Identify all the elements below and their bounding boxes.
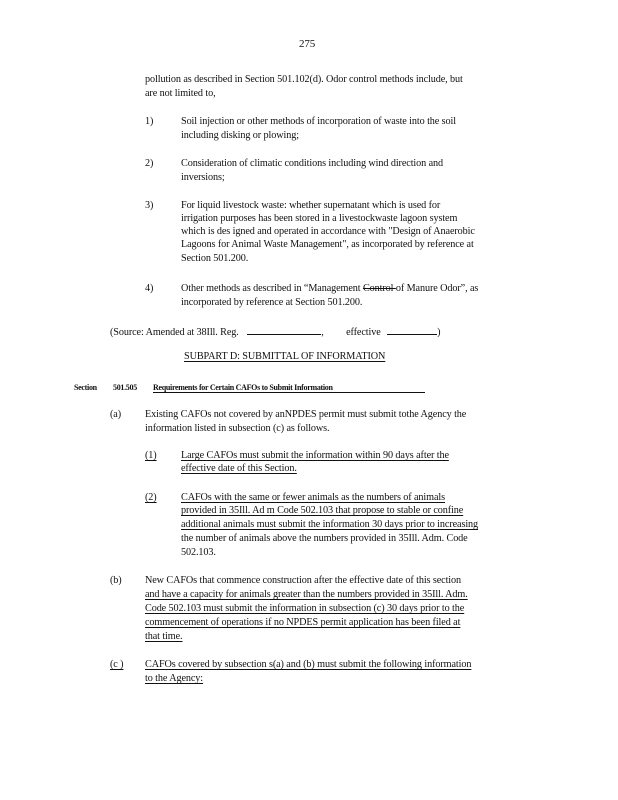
list-item-4-line-2: incorporated by reference at Section 501.200.: [181, 297, 363, 308]
para-b-line-2: and have a capacity for animals greater than the numbers provided in 35Ill. Adm.: [145, 589, 468, 600]
list-item-4-text-b: of Manure Odor”, as: [395, 283, 479, 294]
para-c-line-2: to the Agency:: [145, 673, 204, 684]
register-volume-blank: [247, 324, 321, 335]
para-a-2-line-2: provided in 35Ill. Ad m Code 502.103 that propose to stable or confine: [181, 505, 464, 516]
intro-line-2: are not limited to,: [145, 88, 216, 99]
list-item-1-line-2: including disking or plowing;: [181, 130, 299, 141]
para-b-line-5: that time.: [145, 631, 183, 642]
section-title-underline: [153, 392, 425, 393]
para-a-1-label: (1): [145, 450, 157, 461]
para-a-1-line-2: effective date of this Section.: [181, 463, 297, 474]
list-item-4-number: 4): [145, 283, 154, 294]
para-a-line-1: Existing CAFOs not covered by anNPDES permit must submit tothe Agency the: [145, 409, 467, 420]
para-a-line-2: information listed in subsection (c) as follows.: [145, 423, 330, 434]
para-b-label: (b): [110, 575, 122, 586]
source-prefix: (Source: Amended at 38Ill. Reg.: [110, 327, 239, 338]
para-a-2-label: (2): [145, 492, 157, 503]
para-a-2-line-3: additional animals must submit the information 30 days prior to increasing: [181, 519, 479, 530]
para-b-line-1: New CAFOs that commence construction after the effective date of this section: [145, 575, 462, 586]
para-a-2-line-4: the number of animals above the numbers provided in 35Ill. Adm. Code: [181, 533, 468, 544]
list-item-3-line-1: For liquid livestock waste: whether supernatant which is used for: [181, 200, 441, 211]
para-a-1-line-1: Large CAFOs must submit the information within 90 days after the: [181, 450, 449, 461]
list-item-2-number: 2): [145, 158, 154, 169]
list-item-3-number: 3): [145, 200, 154, 211]
source-effective-label: effective: [346, 327, 381, 338]
list-item-3-line-2: irrigation purposes has been stored in a livestockwaste lagoon system: [181, 213, 458, 224]
struck-text-control: Control: [362, 283, 396, 294]
list-item-1-number: 1): [145, 116, 154, 127]
para-a-2-line-1: CAFOs with the same or fewer animals as the numbers of animals: [181, 492, 445, 503]
para-b-line-4: commencement of operations if no NPDES permit application has been filed at: [145, 617, 461, 628]
list-item-3-line-3: which is des igned and operated in accordance with "Design of Anaerobic: [181, 226, 475, 237]
source-comma: ,: [321, 327, 324, 338]
para-a-label: (a): [110, 409, 122, 420]
list-item-2-line-2: inversions;: [181, 172, 225, 183]
source-note: [110, 324, 440, 339]
page-number: 275: [299, 38, 316, 50]
intro-line-1: pollution as described in Section 501.102(d). Odor control methods include, but: [145, 74, 463, 85]
para-c-line-1: CAFOs covered by subsection s(a) and (b) must submit the following information: [145, 659, 472, 670]
section-title: Requirements for Certain CAFOs to Submit Information: [153, 383, 333, 392]
section-number: 501.505: [113, 383, 137, 392]
list-item-3-line-4: Lagoons for Animal Waste Management", as incorporated by reference at: [181, 239, 474, 250]
effective-date-blank: [387, 324, 437, 335]
para-c-label: (c ): [110, 659, 124, 670]
list-item-3-line-5: Section 501.200.: [181, 253, 249, 264]
para-a-2-line-5: 502.103.: [181, 547, 216, 558]
list-item-4-line-1: [181, 282, 478, 295]
list-item-4-text-a: Other methods as described in “Management: [181, 283, 363, 294]
list-item-1-line-1: Soil injection or other methods of incorporation of waste into the soil: [181, 116, 456, 127]
para-b-line-3: Code 502.103 must submit the information in subsection (c) 30 days prior to the: [145, 603, 465, 614]
list-item-2-line-1: Consideration of climatic conditions including wind direction and: [181, 158, 444, 169]
subpart-title: SUBPART D: SUBMITTAL OF INFORMATION: [184, 351, 386, 362]
source-suffix: ): [437, 327, 441, 338]
section-label: Section: [74, 383, 97, 392]
